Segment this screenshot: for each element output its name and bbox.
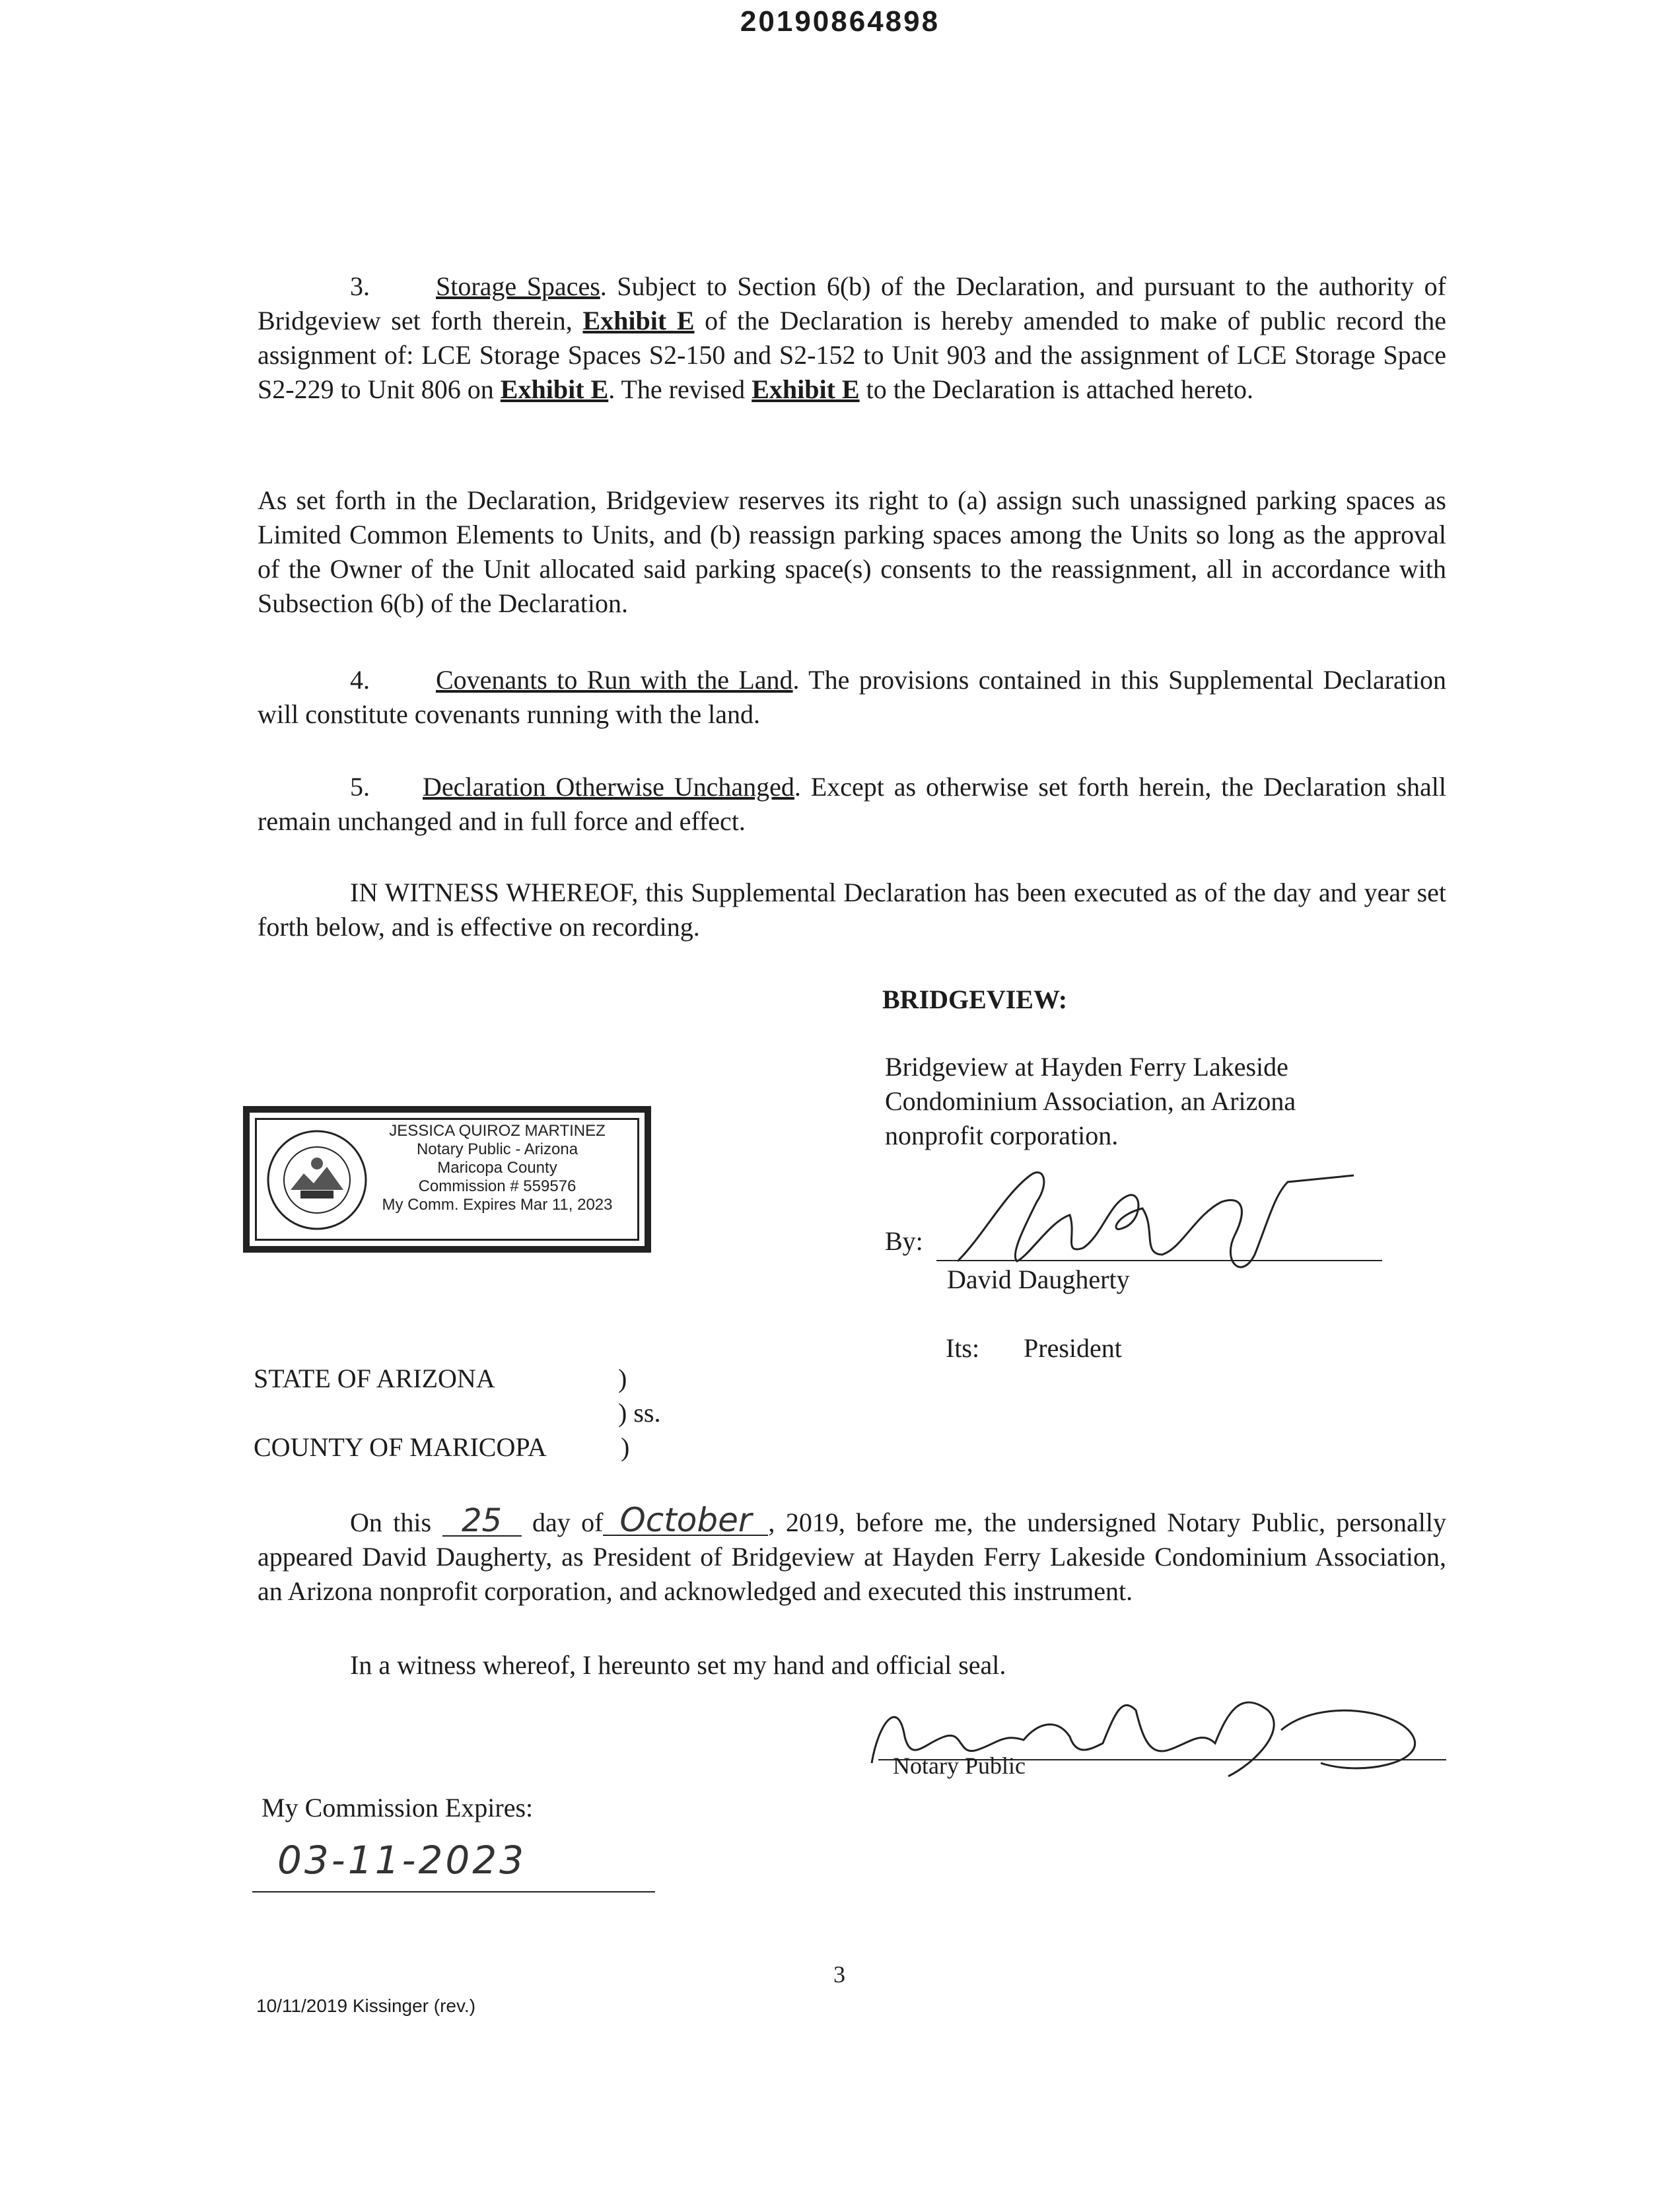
exhibit-e-reference-3: Exhibit E [752, 374, 860, 404]
section-3-text-1: . Subject to Section 6(b) of the Declaration, and pursuant to the authority of Bridgeview set forth therein, [258, 271, 1446, 335]
section-5-title: Declaration Otherwise Unchanged [423, 772, 794, 802]
section-5-number: 5. [350, 772, 370, 802]
section-3-text-3: . The revised [608, 374, 752, 404]
entity-line-3: nonprofit corporation. [885, 1121, 1119, 1150]
witness-paragraph [258, 876, 1446, 944]
venue-ss: ) ss. [618, 1398, 661, 1428]
witness-seal-line: In a witness whereof, I hereunto set my hand and official seal. [350, 1650, 1006, 1680]
ack-day-handwritten: 25 [442, 1506, 522, 1537]
exhibit-e-reference-2: Exhibit E [500, 374, 609, 404]
section-5-text: . Except as otherwise set forth herein, the Declaration shall remain unchanged and in full force and effect. [258, 772, 1446, 836]
entity-line-1: Bridgeview at Hayden Ferry Lakeside [885, 1052, 1288, 1082]
arizona-state-seal-icon [264, 1127, 370, 1233]
signer-name: David Daugherty [947, 1265, 1130, 1294]
section-3-number: 3. [350, 271, 370, 301]
its-label: Its: [946, 1333, 980, 1363]
section-4-text: . The provisions contained in this Supplemental Declaration will constitute covenants running with the land. [258, 665, 1447, 729]
by-label: By: [885, 1226, 923, 1256]
commission-expires-label: My Commission Expires: [262, 1793, 534, 1822]
document-footer-note: 10/11/2019 Kissinger (rev.) [256, 1996, 476, 2016]
section-3-text-2: of the Declaration is hereby amended to make of public record the assignment of: LCE Storage Spaces S2-150 and S2-152 to Unit 903 and the assignment of LCE Storage Space S2-229 to Unit 806 on [258, 306, 1447, 404]
section-4-number: 4. [350, 665, 370, 695]
commission-expiry-date-handwritten: 03-11-2023 [277, 1838, 527, 1883]
signer-title: President [1024, 1333, 1122, 1363]
ack-text: , 2019, before me, the undersigned Notary Public, personally appeared David Daugherty, as President of Bridgeview at Hayden Ferry Lakeside Condominium Association, an Arizona nonprofit corporation, and acknowledged and executed this instrument. [258, 1508, 1447, 1606]
witness-text: IN WITNESS WHEREOF, this Supplemental Declaration has been executed as of the day and year set forth below, and is effective on recording. [258, 878, 1446, 942]
page-number: 3 [833, 1961, 845, 1988]
parking-paragraph: As set forth in the Declaration, Bridgeview reserves its right to (a) assign such unassigned parking spaces as Limited Common Elements to Units, and (b) reassign parking spaces among the Units so long as the approval of the Owner of the Unit allocated said parking space(s) consents to the reassignment, all in accordance with Subsection 6(b) of the Declaration. [258, 485, 1446, 618]
notary-name: JESSICA QUIROZ MARTINEZ [389, 1122, 606, 1140]
notary-commission-number: Commission # 559576 [418, 1177, 577, 1195]
venue-paren-2: ) [621, 1432, 630, 1462]
signatory-heading: BRIDGEVIEW: [882, 985, 1068, 1014]
venue-paren-1: ) [618, 1364, 627, 1393]
notary-public-label: Notary Public [893, 1753, 1026, 1779]
notary-stamp [243, 1106, 651, 1253]
section-5-paragraph [258, 770, 1446, 839]
venue-county: COUNTY OF MARICOPA [254, 1432, 547, 1462]
recording-number: 20190864898 [740, 5, 940, 38]
section-3-title: Storage Spaces [436, 271, 600, 301]
ack-month-handwritten: October [603, 1506, 768, 1536]
venue-state: STATE OF ARIZONA [254, 1364, 495, 1393]
section-3-text-4: to the Declaration is attached hereto. [859, 374, 1253, 404]
section-4-title: Covenants to Run with the Land [436, 665, 793, 695]
exhibit-e-reference-1: Exhibit E [582, 306, 695, 335]
ack-day-of: day of [532, 1508, 604, 1537]
notary-county: Maricopa County [437, 1159, 557, 1177]
entity-line-2: Condominium Association, an Arizona [885, 1086, 1296, 1116]
notary-commission-expiry: My Comm. Expires Mar 11, 2023 [382, 1196, 613, 1214]
section-3-paragraph [258, 269, 1446, 407]
notary-title: Notary Public - Arizona [416, 1140, 578, 1158]
commission-date-line [252, 1891, 655, 1892]
section-4-paragraph [258, 663, 1446, 732]
ack-on-this: On this [350, 1508, 432, 1537]
acknowledgment-paragraph [258, 1501, 1447, 1609]
